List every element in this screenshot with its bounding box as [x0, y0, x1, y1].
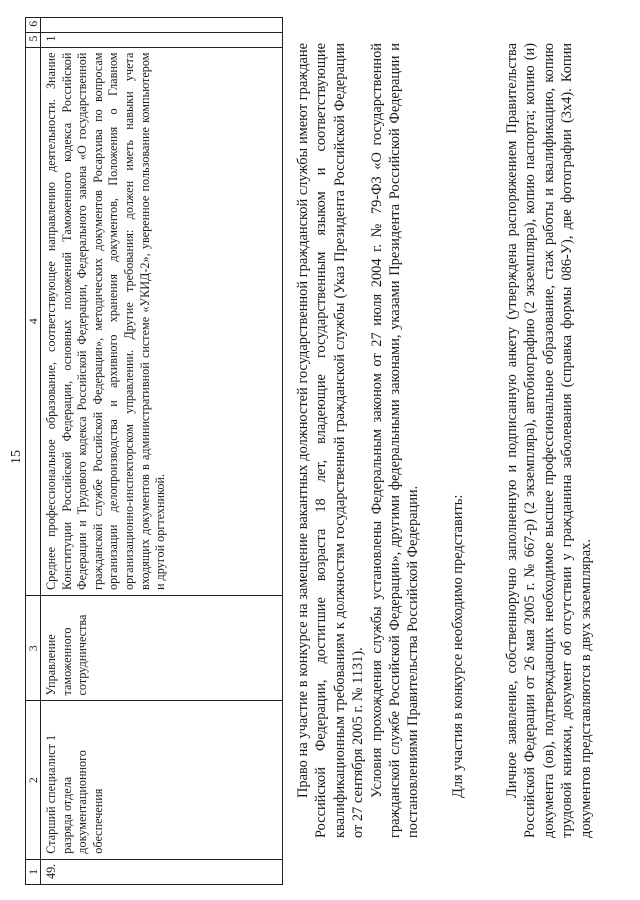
page-number: 15: [9, 450, 24, 464]
department-cell: Управление таможенного сотрудничества: [41, 596, 283, 701]
vacancy-table: [25, 17, 283, 885]
row-number-cell: 49.: [41, 859, 283, 884]
service-conditions-paragraph: Условия прохождения службы установлены Федеральным законом от 27 июля 2004 г. № 79-ФЗ «О государственной гражданской службе Российской Федерации», другими федеральными законами, указами Президента Российской Федерации и постановлениями Правительства Российской Федерации.: [368, 43, 422, 838]
col-header-3: 3: [26, 596, 41, 701]
documents-list-section: [503, 43, 595, 838]
position-cell: Старший специалист 1 разряда отдела документационного обеспечения: [41, 701, 283, 859]
table-row: [41, 18, 283, 885]
documents-intro: Для участия в конкурсе необходимо представить:: [450, 494, 466, 798]
table-header-row: [26, 18, 41, 885]
right-to-participate-section: [294, 43, 423, 838]
col-header-1: 1: [26, 859, 41, 884]
col6-cell: [41, 18, 283, 33]
documents-list-paragraph: Личное заявление, собственноручно заполненную и подписанную анкету (утверждена распоряжением Правительства Российской Федерации от 26 мая 2005 г. № 667-р) (2 экземпляра), автобиографию (2 экземпляра), копию паспорта; копию (и) документа (ов), подтверждающих необходимое высшее профессиональное образование, стаж работы и квалификацию, копию трудовой книжки, документ об отсутствии у гражданина заболевания (справка формы 086-У), две фотографии (3х4). Копии документов представляются в двух экземплярах.: [504, 43, 594, 838]
col-header-6: 6: [26, 18, 41, 33]
count-cell: 1: [41, 32, 283, 47]
requirements-cell: Среднее профессиональное образование, соответствующее направлению деятельности. Знание Конституции Российской Федерации, основных положений Таможенного кодекса Российской Федерации и Трудового кодекса Российской Федерации, Федерального закона «О государственной гражданской службе Российской Федерации», методических документов Росархива по вопросам организации делопроизводства и архивного хранения документов, Положения о Главном организационно-инспекторском управлении. Другие требования: должен иметь навыки учета входящих документов в административной системе «УКИД-2», уверенное пользование компьютером и другой оргтехникой.: [41, 47, 283, 595]
col-header-5: 5: [26, 32, 41, 47]
col-header-4: 4: [26, 47, 41, 595]
documents-section: [449, 43, 467, 838]
right-to-participate-paragraph: Право на участие в конкурсе на замещение вакантных должностей государственной гражданской службы имеют граждане Российской Федерации, достигшие возраста 18 лет, владеющие государственным языком и соответствующие квалификационным требованиям к должностям государственной гражданской службы (Указ Президента Российской Федерации от 27 сентября 2005 г. № 1131).: [295, 43, 367, 838]
col-header-2: 2: [26, 701, 41, 859]
